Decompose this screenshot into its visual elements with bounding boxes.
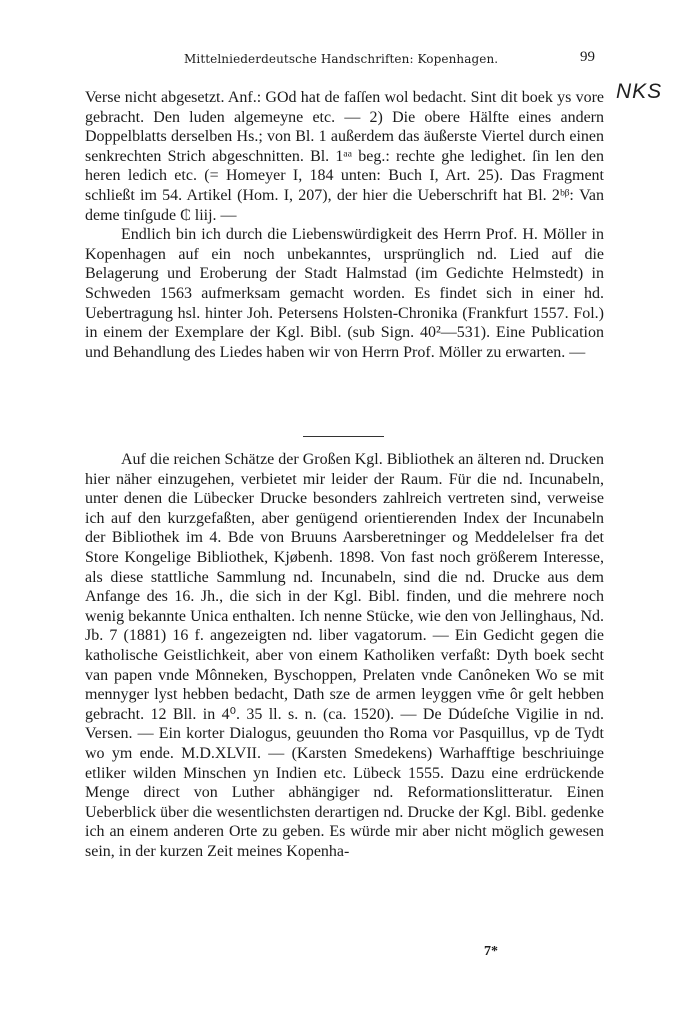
page-number: 99	[580, 49, 595, 65]
signature-mark: 7*	[484, 944, 498, 959]
paragraph-halmstad-song: Endlich bin ich durch die Liebenswürdigkeit des Herrn Prof. H. Möller in Kopenhagen auf ein noch unbekanntes, ursprünglich nd. Lied auf die Belagerung und Eroberung der Stadt Halmstad (im Gedichte Helmstedt) in Schweden 1563 aufmerksam gemacht worden. Es findet sich in einer hd. Uebertragung hsl. hinter Joh. Petersens Holsten-Chronika (Frankfurt 1557. Fol.) in einem der Exemplare der Kgl. Bibl. (sub Sign. 40²—531). Eine Publication und Behandlung des Liedes haben wir von Herrn Prof. Möller zu erwarten. —	[85, 226, 604, 361]
handwritten-margin-note: NKS	[616, 80, 663, 103]
running-title: Mittelniederdeutsche Handschriften: Kopenhagen.	[184, 52, 499, 66]
lower-text-block	[85, 450, 604, 861]
upper-text-block	[85, 88, 604, 362]
paragraph-verse-fragment: Verse nicht abgesetzt. Anf.: GOd hat de faſſen wol bedacht. Sint dit boek ys vore gebracht. Den luden algemeyne etc. — 2) Die obere Hälfte eines andern Doppelblatts derselben Hs.; von Bl. 1 außerdem das äußerste Viertel durch einen senkrechten Strich abgeschnitten. Bl. 1ᵃᵃ beg.: rechte ghe ledighet. ſin len den heren ledich etc. (= Homeyer I, 184 unten: Buch I, Art. 25). Das Fragment schließt im 54. Artikel (Hom. I, 207), der hier die Ueberschrift hat Bl. 2ᵇᵝ: Van deme tinſgude ₵ liij. —	[85, 89, 604, 224]
paragraph-library-prints: Auf die reichen Schätze der Großen Kgl. Bibliothek an älteren nd. Drucken hier näher einzugehen, verbietet mir leider der Raum. Für die nd. Incunabeln, unter denen die Lübecker Drucke besonders zahlreich vertreten sind, verweise ich auf den kurzgefaßten, aber genügend orientierenden Index der Incunabeln der Bibliothek im 4. Bde von Bruuns Aarsberetninger og Meddelelser fra det Store Kongelige Bibliothek, Kjøbenh. 1898. Von fast noch größerem Interesse, als diese stattliche Sammlung nd. Incunabeln, sind die nd. Drucke aus dem Anfange des 16. Jh., die sich in der Kgl. Bibl. finden, und die mehrere noch wenig bekannte Unica enthalten. Ich nenne Stücke, wie den von Jellinghaus, Nd. Jb. 7 (1881) 16 f. angezeigten nd. liber vagatorum. — Ein Gedicht gegen die katholische Geistlichkeit, aber von einem Katholiken verfaßt: Dyth boek secht van papen vnde Mônneken, Byschoppen, Prelaten vnde Canôneken Wo se mit mennyger lyst hebben bedacht, Dath sze de armen leyggen vm̄e ôr gelt hebben gebracht. 12 Bll. in 4⁰. 35 ll. s. n. (ca. 1520). — De Dúdeſche Vigilie in nd. Versen. — Ein korter Dialogus, geuunden tho Roma vor Pasquillus, vp de Tydt wo ym ende. M.D.XLVII. — (Karsten Smedekens) Warhafftige beschriuinge etliker wilden Minschen yn Indien etc. Lübeck 1555. Dazu eine erdrückende Menge direct von Luther abhängiger nd. Reformationslitteratur. Einen Ueberblick über die wesentlichsten derartigen nd. Drucke der Kgl. Bibl. gedenke ich an einem anderen Orte zu geben. Es würde mir aber nicht möglich gewesen sein, in der kurzen Zeit meines Kopenha-	[85, 451, 604, 860]
section-divider	[303, 436, 384, 437]
